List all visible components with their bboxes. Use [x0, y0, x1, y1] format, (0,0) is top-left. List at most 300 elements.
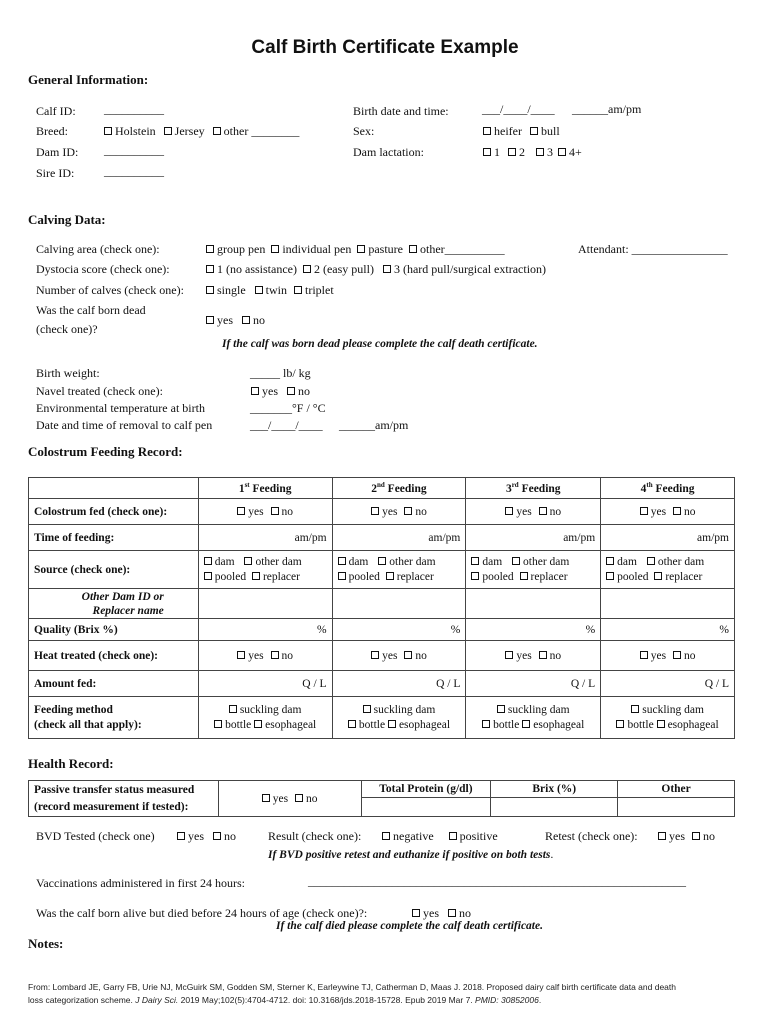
- passive-yes-checkbox[interactable]: [262, 794, 270, 802]
- source-2-replacer-label: replacer: [396, 570, 434, 583]
- col-other: Other: [618, 781, 735, 798]
- health-table: [28, 780, 735, 817]
- died-options: [412, 906, 471, 921]
- source-2-pooled-checkbox[interactable]: [338, 572, 346, 580]
- calves-triplet-label: triplet: [305, 283, 334, 297]
- quality-cell-4[interactable]: %: [601, 619, 735, 641]
- dam-lactation-label: Dam lactation:: [353, 145, 424, 159]
- method-cell-4: [601, 697, 735, 739]
- source-1-pooled-checkbox[interactable]: [204, 572, 212, 580]
- heat-cell-2: [332, 641, 466, 671]
- fed-1-yes-label: yes: [248, 505, 264, 518]
- calf-id-field[interactable]: __________: [104, 102, 164, 116]
- born-dead-yes-label: yes: [217, 313, 233, 327]
- died-no-checkbox[interactable]: [448, 909, 456, 917]
- result-label: Result (check one):: [268, 829, 362, 843]
- source-2-dam-checkbox[interactable]: [338, 557, 346, 565]
- table-row: [29, 671, 735, 697]
- breed-holstein-checkbox[interactable]: [104, 127, 112, 135]
- source-4-otherdam-label: other dam: [657, 555, 705, 568]
- row-label-other-2: Replacer name: [92, 604, 164, 617]
- dam-id-field[interactable]: __________: [104, 143, 164, 157]
- source-4-pooled-label: pooled: [617, 570, 649, 583]
- feeding-4-num: 4: [640, 482, 647, 495]
- row-label-amount: Amount fed:: [29, 671, 199, 697]
- lactation-4-checkbox[interactable]: [558, 148, 566, 156]
- feeding-3-num: 3: [505, 482, 512, 495]
- navel-no-checkbox[interactable]: [287, 387, 295, 395]
- bvd-note-end: .: [550, 847, 554, 861]
- fed-2-yes-label: yes: [382, 505, 398, 518]
- reference-line-1: From: Lombard JE, Garry FB, Urie NJ, McGuirk SM, Godden SM, Sterner K, Earleywine TJ, Catherman D, Maas J. 2018. Proposed dairy calf birth certificate data and death: [28, 982, 676, 992]
- source-3-otherdam-checkbox[interactable]: [512, 557, 520, 565]
- table-row: [29, 525, 735, 551]
- method-4-bottle-checkbox[interactable]: [616, 720, 624, 728]
- source-3-dam-label: dam: [482, 555, 503, 568]
- source-1-replacer-label: replacer: [262, 570, 300, 583]
- table-row: [29, 619, 735, 641]
- passive-options: [218, 781, 361, 817]
- feeding-1-word: Feeding: [252, 482, 292, 495]
- area-pasture-checkbox[interactable]: [357, 245, 365, 253]
- row-label-method: [29, 697, 199, 739]
- area-group-checkbox[interactable]: [206, 245, 214, 253]
- calving-area-options: [206, 242, 505, 257]
- retest-yes-label: yes: [669, 829, 685, 843]
- lactation-options: [483, 145, 582, 160]
- reference-journal: J Dairy Sci.: [135, 995, 179, 1005]
- sire-id-field[interactable]: __________: [104, 164, 164, 178]
- method-cell-3: [466, 697, 601, 739]
- dystocia-2-label: 2 (easy pull): [313, 262, 374, 276]
- other-cell-3[interactable]: [466, 589, 601, 619]
- method-1-suckling-label: suckling dam: [239, 703, 302, 716]
- removal-date-field[interactable]: ___/____/____: [250, 418, 323, 432]
- bvd-note: [268, 847, 553, 862]
- heat-4-no-label: no: [683, 649, 696, 662]
- retest-options: [658, 829, 715, 844]
- row-label-source: Source (check one):: [29, 551, 199, 589]
- result-positive-label: positive: [459, 829, 498, 843]
- source-3-dam-checkbox[interactable]: [471, 557, 479, 565]
- reference-line-2: [28, 995, 541, 1005]
- method-2-suckling-label: suckling dam: [373, 703, 436, 716]
- env-temp-label: Environmental temperature at birth: [36, 401, 205, 415]
- feeding-4-header: [601, 478, 735, 499]
- attendant-row: [578, 242, 728, 257]
- fed-2-no-label: no: [415, 505, 427, 518]
- row-label-quality: Quality (Brix %): [29, 619, 199, 641]
- died-label: Was the calf born alive but died before 24 hours of age (check one)?:: [36, 906, 368, 920]
- source-4-dam-checkbox[interactable]: [606, 557, 614, 565]
- result-negative-checkbox[interactable]: [382, 832, 390, 840]
- birth-date-field[interactable]: ___/____/____: [482, 102, 555, 116]
- died-no-label: no: [459, 906, 471, 920]
- retest-label: Retest (check one):: [545, 829, 638, 843]
- time-cell-4[interactable]: am/pm: [601, 525, 735, 551]
- lactation-2-checkbox[interactable]: [508, 148, 516, 156]
- dystocia-1-checkbox[interactable]: [206, 265, 214, 273]
- bvd-label: BVD Tested (check one): [36, 829, 155, 843]
- heat-2-yes-label: yes: [382, 649, 398, 662]
- heat-2-no-label: no: [415, 649, 427, 662]
- notes-heading: Notes:: [28, 936, 64, 951]
- feeding-2-num: 2: [371, 482, 377, 495]
- result-options: [382, 829, 498, 844]
- dystocia-3-label: 3 (hard pull/surgical extraction): [393, 262, 547, 276]
- lactation-1-label: 1: [494, 145, 500, 159]
- source-cell-2: [332, 551, 466, 589]
- source-1-otherdam-checkbox[interactable]: [244, 557, 252, 565]
- brix-value-cell[interactable]: [491, 798, 618, 817]
- heat-4-yes-label: yes: [650, 649, 667, 662]
- calving-area-label: Calving area (check one):: [36, 242, 160, 256]
- row-label-method-1: Feeding method: [34, 703, 113, 716]
- method-4-suckling-checkbox[interactable]: [631, 705, 639, 713]
- fed-cell-2: [332, 499, 466, 525]
- source-cell-4: [601, 551, 735, 589]
- source-2-pooled-label: pooled: [348, 570, 380, 583]
- born-dead-label-2: (check one)?: [36, 322, 98, 336]
- area-individual-label: individual pen: [282, 242, 352, 256]
- dam-id-label: Dam ID:: [36, 145, 79, 159]
- fed-2-yes-checkbox[interactable]: [371, 507, 379, 515]
- source-3-pooled-checkbox[interactable]: [471, 572, 479, 580]
- passive-yes-label: yes: [272, 792, 289, 805]
- method-cell-1: [198, 697, 332, 739]
- heat-3-yes-checkbox[interactable]: [505, 651, 513, 659]
- source-2-dam-label: dam: [348, 555, 369, 568]
- other-cell-4[interactable]: [601, 589, 735, 619]
- sex-options: [483, 124, 560, 139]
- sex-heifer-label: heifer: [494, 124, 522, 138]
- died-yes-checkbox[interactable]: [412, 909, 420, 917]
- time-cell-3[interactable]: am/pm: [466, 525, 601, 551]
- passive-label: [29, 781, 219, 817]
- source-1-otherdam-label: other dam: [255, 555, 302, 568]
- heat-3-yes-label: yes: [516, 649, 532, 662]
- navel-options: [251, 384, 310, 399]
- source-4-otherdam-checkbox[interactable]: [647, 557, 655, 565]
- navel-yes-checkbox[interactable]: [251, 387, 259, 395]
- amount-cell-1[interactable]: Q / L: [198, 671, 332, 697]
- feeding-4-word: Feeding: [655, 482, 695, 495]
- calves-single-checkbox[interactable]: [206, 286, 214, 294]
- vacc-label: Vaccinations administered in first 24 hours:: [36, 876, 245, 890]
- sex-heifer-checkbox[interactable]: [483, 127, 491, 135]
- area-other-label: other: [419, 242, 445, 256]
- source-4-pooled-checkbox[interactable]: [606, 572, 614, 580]
- amount-cell-4[interactable]: Q / L: [601, 671, 735, 697]
- page-title: Calf Birth Certificate Example: [251, 37, 519, 58]
- row-label-other: [29, 589, 199, 619]
- reference-text-b: 2019 May;102(5):4704-4712. doi: 10.3168/jds.2018-15728. Epub 2019 Mar 7.: [180, 995, 473, 1005]
- heat-3-no-checkbox[interactable]: [539, 651, 547, 659]
- birth-weight-field[interactable]: _____ lb/ kg: [250, 366, 311, 380]
- source-cell-1: [198, 551, 332, 589]
- breed-jersey-label: Jersey: [174, 124, 205, 138]
- fed-1-no-label: no: [281, 505, 294, 518]
- heat-2-yes-checkbox[interactable]: [371, 651, 379, 659]
- source-1-dam-checkbox[interactable]: [204, 557, 212, 565]
- heat-1-yes-checkbox[interactable]: [237, 651, 245, 659]
- calves-twin-label: twin: [265, 283, 288, 297]
- feeding-1-sup: st: [244, 481, 250, 490]
- breed-label: Breed:: [36, 124, 68, 138]
- fed-1-no-checkbox[interactable]: [271, 507, 279, 515]
- calving-heading: Calving Data:: [28, 212, 106, 227]
- heat-cell-1: [198, 641, 332, 671]
- reference-end: .: [538, 995, 542, 1005]
- amount-cell-2[interactable]: Q / L: [332, 671, 466, 697]
- fed-3-no-checkbox[interactable]: [539, 507, 547, 515]
- passive-label-1: Passive transfer status measured: [34, 783, 195, 796]
- other-cell-2[interactable]: [332, 589, 466, 619]
- removal-label: Date and time of removal to calf pen: [36, 418, 213, 432]
- navel-no-label: no: [298, 384, 310, 398]
- method-2-esophageal-checkbox[interactable]: [388, 720, 396, 728]
- result-positive-checkbox[interactable]: [449, 832, 457, 840]
- died-note: If the calf died please complete the calf death certificate.: [276, 920, 543, 932]
- method-3-esophageal-label: esophageal: [533, 718, 585, 731]
- lactation-3-label: 3: [547, 145, 553, 159]
- retest-no-label: no: [703, 829, 715, 843]
- method-4-esophageal-label: esophageal: [667, 718, 719, 731]
- source-3-pooled-label: pooled: [482, 570, 514, 583]
- breed-holstein-label: Holstein: [115, 124, 156, 138]
- method-1-bottle-checkbox[interactable]: [214, 720, 222, 728]
- breed-other-checkbox[interactable]: [213, 127, 221, 135]
- source-4-dam-label: dam: [617, 555, 637, 568]
- fed-2-no-checkbox[interactable]: [404, 507, 412, 515]
- retest-yes-checkbox[interactable]: [658, 832, 666, 840]
- calves-label: Number of calves (check one):: [36, 283, 184, 297]
- quality-cell-2[interactable]: %: [332, 619, 466, 641]
- died-yes-label: yes: [423, 906, 439, 920]
- lactation-4-label: 4+: [569, 145, 582, 159]
- source-2-replacer-checkbox[interactable]: [386, 572, 394, 580]
- area-other-checkbox[interactable]: [409, 245, 417, 253]
- heat-cell-3: [466, 641, 601, 671]
- method-1-esophageal-label: esophageal: [265, 718, 317, 731]
- navel-yes-label: yes: [262, 384, 278, 398]
- breed-jersey-checkbox[interactable]: [164, 127, 172, 135]
- lactation-3-checkbox[interactable]: [536, 148, 544, 156]
- table-row: [29, 551, 735, 589]
- row-label-time: Time of feeding:: [29, 525, 199, 551]
- method-4-bottle-label: bottle: [627, 718, 654, 731]
- method-4-suckling-label: suckling dam: [642, 703, 704, 716]
- source-1-replacer-checkbox[interactable]: [252, 572, 260, 580]
- breed-other-label: other: [223, 124, 249, 138]
- heat-4-no-checkbox[interactable]: [673, 651, 681, 659]
- source-4-replacer-checkbox[interactable]: [654, 572, 662, 580]
- bvd-no-label: no: [224, 829, 236, 843]
- fed-4-no-label: no: [683, 505, 696, 518]
- general-heading: General Information:: [28, 72, 149, 87]
- area-pasture-label: pasture: [368, 242, 403, 256]
- method-3-bottle-label: bottle: [493, 718, 520, 731]
- col-protein: Total Protein (g/dl): [361, 781, 491, 798]
- protein-value-cell[interactable]: [361, 798, 491, 817]
- row-label-fed: Colostrum fed (check one):: [29, 499, 199, 525]
- heat-3-no-label: no: [549, 649, 562, 662]
- fed-3-no-label: no: [549, 505, 562, 518]
- birth-label: Birth date and time:: [353, 104, 449, 118]
- bvd-no-checkbox[interactable]: [213, 832, 221, 840]
- fed-4-yes-checkbox[interactable]: [640, 507, 648, 515]
- feeding-1-header: [198, 478, 332, 499]
- method-1-suckling-checkbox[interactable]: [229, 705, 237, 713]
- source-4-replacer-label: replacer: [665, 570, 703, 583]
- method-1-bottle-label: bottle: [225, 718, 252, 731]
- method-2-esophageal-label: esophageal: [398, 718, 451, 731]
- area-individual-checkbox[interactable]: [271, 245, 279, 253]
- dystocia-3-checkbox[interactable]: [383, 265, 391, 273]
- birth-time-field[interactable]: ______am/pm: [572, 102, 642, 116]
- feeding-2-word: Feeding: [387, 482, 427, 495]
- heat-1-no-checkbox[interactable]: [271, 651, 279, 659]
- method-2-suckling-checkbox[interactable]: [363, 705, 371, 713]
- born-dead-no-checkbox[interactable]: [242, 316, 250, 324]
- other-value-cell[interactable]: [618, 798, 735, 817]
- method-1-esophageal-checkbox[interactable]: [254, 720, 262, 728]
- bvd-yes-label: yes: [188, 829, 204, 843]
- row-label-heat: Heat treated (check one):: [29, 641, 199, 671]
- result-negative-label: negative: [393, 829, 434, 843]
- table-row: [29, 641, 735, 671]
- fed-4-yes-label: yes: [650, 505, 667, 518]
- calves-single-label: single: [217, 283, 246, 297]
- retest-no-checkbox[interactable]: [692, 832, 700, 840]
- feeding-4-sup: th: [646, 481, 653, 490]
- fed-3-yes-checkbox[interactable]: [505, 507, 513, 515]
- removal-time-field[interactable]: ______am/pm: [339, 418, 409, 432]
- col-brix: Brix (%): [491, 781, 618, 798]
- source-3-replacer-checkbox[interactable]: [520, 572, 528, 580]
- colostrum-heading: Colostrum Feeding Record:: [28, 444, 183, 459]
- amount-cell-3[interactable]: Q / L: [466, 671, 601, 697]
- dystocia-label: Dystocia score (check one):: [36, 262, 170, 276]
- method-3-bottle-checkbox[interactable]: [482, 720, 490, 728]
- source-2-otherdam-label: other dam: [389, 555, 436, 568]
- quality-cell-1[interactable]: %: [198, 619, 332, 641]
- time-cell-1[interactable]: am/pm: [198, 525, 332, 551]
- colostrum-table: [28, 477, 735, 739]
- fed-3-yes-label: yes: [516, 505, 532, 518]
- method-4-esophageal-checkbox[interactable]: [657, 720, 665, 728]
- quality-cell-3[interactable]: %: [466, 619, 601, 641]
- source-3-otherdam-label: other dam: [523, 555, 570, 568]
- method-2-bottle-checkbox[interactable]: [348, 720, 356, 728]
- bvd-options: [177, 829, 236, 844]
- born-dead-note: If the calf was born dead please complete the calf death certificate.: [222, 338, 538, 350]
- method-cell-2: [332, 697, 466, 739]
- table-corner: [29, 478, 199, 499]
- birth-weight-label: Birth weight:: [36, 366, 100, 380]
- fed-1-yes-checkbox[interactable]: [237, 507, 245, 515]
- calves-twin-checkbox[interactable]: [255, 286, 263, 294]
- heat-cell-4: [601, 641, 735, 671]
- calf-id-label: Calf ID:: [36, 104, 76, 118]
- calves-options: [206, 283, 334, 298]
- source-2-otherdam-checkbox[interactable]: [378, 557, 386, 565]
- dystocia-options: [206, 262, 546, 277]
- source-1-pooled-label: pooled: [214, 570, 247, 583]
- born-dead-no-label: no: [253, 313, 265, 327]
- calves-triplet-checkbox[interactable]: [294, 286, 302, 294]
- method-3-suckling-checkbox[interactable]: [497, 705, 505, 713]
- feeding-3-header: [466, 478, 601, 499]
- row-label-method-2: (check all that apply):: [34, 718, 142, 731]
- method-3-esophageal-checkbox[interactable]: [522, 720, 530, 728]
- sire-id-label: Sire ID:: [36, 166, 75, 180]
- fed-cell-3: [466, 499, 601, 525]
- table-row: [29, 499, 735, 525]
- fed-cell-4: [601, 499, 735, 525]
- source-cell-3: [466, 551, 601, 589]
- passive-no-checkbox[interactable]: [295, 794, 303, 802]
- table-row: [29, 589, 735, 619]
- feeding-2-sup: nd: [377, 481, 385, 490]
- born-dead-yes-checkbox[interactable]: [206, 316, 214, 324]
- source-3-replacer-label: replacer: [530, 570, 568, 583]
- fed-cell-1: [198, 499, 332, 525]
- heat-1-yes-label: yes: [248, 649, 264, 662]
- fed-4-no-checkbox[interactable]: [673, 507, 681, 515]
- sex-bull-checkbox[interactable]: [530, 127, 538, 135]
- heat-1-no-label: no: [281, 649, 294, 662]
- attendant-label: Attendant:: [578, 242, 629, 256]
- table-row: [29, 697, 735, 739]
- feeding-3-sup: rd: [511, 481, 519, 490]
- breed-options: [104, 124, 299, 139]
- health-heading: Health Record:: [28, 756, 114, 771]
- vacc-field[interactable]: _______________________________________________________________: [308, 874, 686, 888]
- passive-no-label: no: [306, 792, 318, 805]
- feeding-3-word: Feeding: [521, 482, 561, 495]
- method-3-suckling-label: suckling dam: [507, 703, 570, 716]
- area-other-field[interactable]: __________: [444, 242, 505, 256]
- heat-4-yes-checkbox[interactable]: [640, 651, 648, 659]
- heat-2-no-checkbox[interactable]: [404, 651, 412, 659]
- born-dead-options: [206, 313, 265, 328]
- breed-other-field[interactable]: ________: [251, 124, 300, 138]
- sex-bull-label: bull: [540, 124, 560, 138]
- dystocia-2-checkbox[interactable]: [303, 265, 311, 273]
- other-cell-1[interactable]: [198, 589, 332, 619]
- passive-label-2: (record measurement if tested):: [34, 800, 189, 813]
- row-label-other-1: Other Dam ID or: [81, 590, 164, 603]
- born-dead-label-1: Was the calf born dead: [36, 303, 146, 317]
- dystocia-1-label: 1 (no assistance): [217, 262, 297, 276]
- reference-text-a: loss categorization scheme.: [28, 995, 133, 1005]
- navel-label: Navel treated (check one):: [36, 384, 163, 398]
- attendant-field[interactable]: ________________: [631, 242, 728, 256]
- feeding-1-num: 1: [238, 482, 245, 495]
- bvd-yes-checkbox[interactable]: [177, 832, 185, 840]
- lactation-2-label: 2: [519, 145, 525, 159]
- reference-pmid: PMID: 30852006: [475, 995, 539, 1005]
- env-temp-field[interactable]: _______°F / °C: [250, 401, 326, 415]
- source-1-dam-label: dam: [214, 555, 235, 568]
- lactation-1-checkbox[interactable]: [483, 148, 491, 156]
- method-2-bottle-label: bottle: [358, 718, 386, 731]
- bvd-note-text: If BVD positive retest and euthanize if positive on both tests: [268, 849, 551, 861]
- time-cell-2[interactable]: am/pm: [332, 525, 466, 551]
- area-group-label: group pen: [217, 242, 266, 256]
- feeding-2-header: [332, 478, 466, 499]
